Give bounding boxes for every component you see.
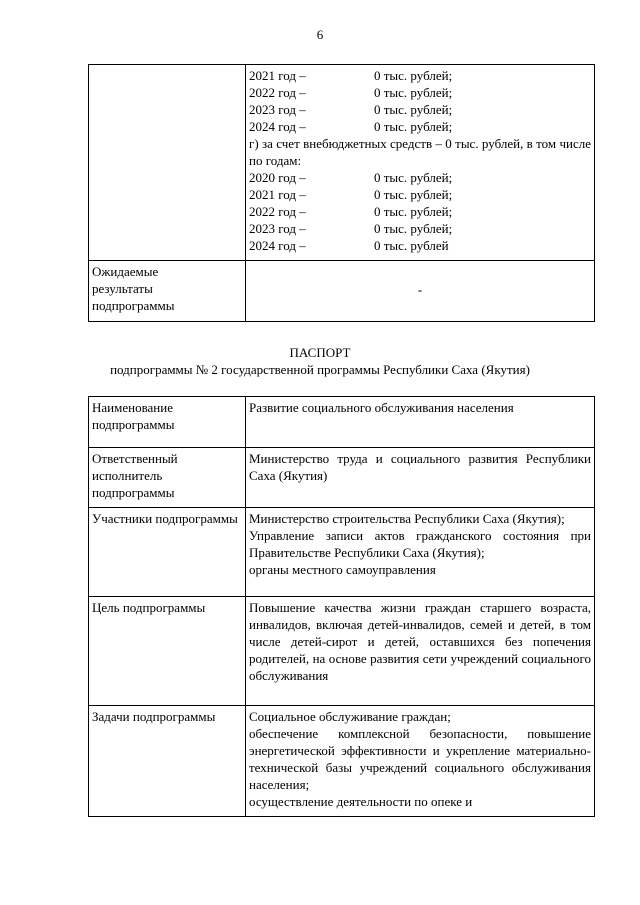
label-line: подпрограммы: [92, 298, 175, 313]
financing-year: 2022 год –: [249, 204, 306, 219]
financing-year-line: [249, 67, 591, 84]
financing-year: 2022 год –: [249, 85, 306, 100]
passport-value-line: осуществление деятельности по опеке и: [249, 794, 473, 809]
financing-year: 2023 год –: [249, 102, 306, 117]
expected-results-label: [89, 261, 246, 322]
expected-results-row: [89, 261, 595, 322]
financing-amount: 0 тыс. рублей: [374, 238, 449, 253]
financing-amount: 0 тыс. рублей;: [374, 102, 453, 117]
expected-results-value: -: [246, 261, 595, 322]
financing-lines-group-2: [249, 169, 591, 254]
passport-row-label: Задачи подпрограммы: [89, 706, 246, 817]
passport-row: [89, 508, 595, 597]
passport-row-value: [246, 448, 595, 508]
passport-title: ПАСПОРТ: [289, 345, 351, 360]
financing-amount: 0 тыс. рублей;: [374, 119, 453, 134]
passport-subtitle: подпрограммы № 2 государственной программы Республики Саха (Якутия): [110, 362, 530, 377]
passport-row: [89, 448, 595, 508]
passport-row: [89, 706, 595, 817]
passport-heading: [0, 344, 640, 378]
financing-amount: 0 тыс. рублей;: [374, 68, 453, 83]
financing-year-line: [249, 101, 591, 118]
passport-value-line: Министерство труда и социального развития Республики Саха (Якутия): [249, 451, 591, 483]
financing-year-line: [249, 220, 591, 237]
financing-year: 2024 год –: [249, 238, 306, 253]
label-line: результаты: [92, 281, 153, 296]
passport-table: [88, 396, 595, 817]
passport-row: [89, 597, 595, 706]
financing-label-cell: [89, 65, 246, 261]
financing-amount: 0 тыс. рублей;: [374, 187, 453, 202]
passport-row-value: [246, 706, 595, 817]
passport-row-label: Участники подпрограммы: [89, 508, 246, 597]
financing-year: 2024 год –: [249, 119, 306, 134]
financing-year: 2021 год –: [249, 68, 306, 83]
financing-year-line: [249, 169, 591, 186]
passport-row-value: [246, 597, 595, 706]
financing-year: 2023 год –: [249, 221, 306, 236]
financing-amount: 0 тыс. рублей;: [374, 85, 453, 100]
financing-amount: 0 тыс. рублей;: [374, 170, 453, 185]
financing-year-line: [249, 84, 591, 101]
page-number: 6: [316, 27, 324, 42]
financing-lines-group: [249, 67, 591, 135]
financing-year: 2020 год –: [249, 170, 306, 185]
passport-row-value: [246, 397, 595, 448]
financing-row: [89, 65, 595, 261]
financing-year-line: [249, 186, 591, 203]
financing-year-line: [249, 118, 591, 135]
passport-row-label: Цель подпрограммы: [89, 597, 246, 706]
financing-value-cell: [246, 65, 595, 261]
label-line: Ожидаемые: [92, 264, 159, 279]
passport-row: [89, 397, 595, 448]
financing-year-line: [249, 237, 591, 254]
financing-amount: 0 тыс. рублей;: [374, 221, 453, 236]
financing-table: [88, 64, 595, 322]
extra-budget-text: г) за счет внебюджетных средств – 0 тыс. рублей, в том числе по годам:: [249, 136, 591, 168]
passport-value-line: Социальное обслуживание граждан;: [249, 709, 451, 724]
passport-row-label: Наименование подпрограммы: [89, 397, 246, 448]
passport-value-line: Развитие социального обслуживания населения: [249, 400, 514, 415]
financing-amount: 0 тыс. рублей;: [374, 204, 453, 219]
passport-row-label: Ответственный исполнитель подпрограммы: [89, 448, 246, 508]
passport-value-line: Повышение качества жизни граждан старшего возраста, инвалидов, включая детей-инвалидов, семей и детей, в том числе детей-сирот и детей, оставшихся без попечения родителей, на основе развития сети учреждений социального обслуживания: [249, 600, 591, 683]
passport-value-line: органы местного самоуправления: [249, 562, 436, 577]
passport-value-line: обеспечение комплексной безопасности, повышение энергетической эффективности и укрепление материально-технической базы учреждений социального обслуживания населения;: [249, 726, 591, 792]
passport-value-line: Министерство строительства Республики Саха (Якутия);: [249, 511, 565, 526]
passport-row-value: [246, 508, 595, 597]
financing-year-line: [249, 203, 591, 220]
financing-year: 2021 год –: [249, 187, 306, 202]
passport-value-line: Управление записи актов гражданского состояния при Правительстве Республики Саха (Якутия);: [249, 528, 591, 560]
